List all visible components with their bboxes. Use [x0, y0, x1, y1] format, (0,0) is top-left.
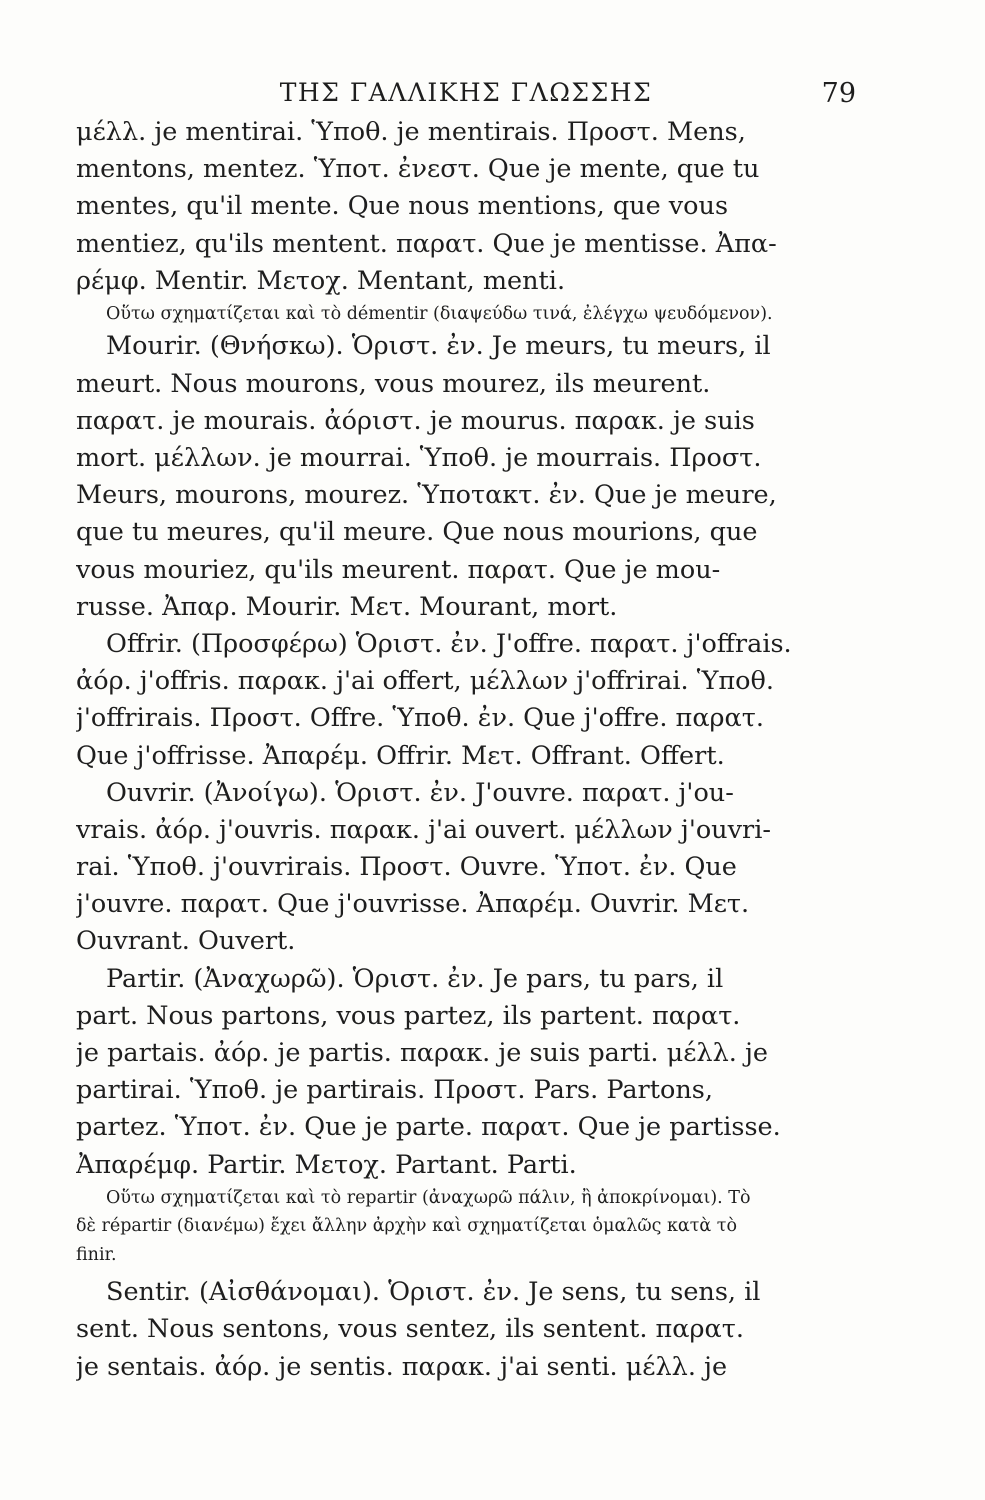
entry-partir-line: Partir. (Ἀναχωρῶ). Ὁριστ. ἐν. Je pars, tu pars, il: [106, 963, 724, 994]
text-line: meurt. Nous mourons, vous mourez, ils meurent.: [76, 368, 711, 399]
text-line: ἀόρ. j'offris. παρακ. j'ai offert, μέλλων j'offrirai. Ὑποθ.: [76, 666, 774, 697]
note-line: finir.: [76, 1244, 117, 1265]
text-line: vous mouriez, qu'ils meurent. παρατ. Que je mou-: [76, 554, 721, 585]
text-line: ρέμφ. Mentir. Μετοχ. Mentant, menti.: [76, 265, 566, 296]
entry-ouvrir-line: Ouvrir. (Ἀνοίγω). Ὁριστ. ἐν. J'ouvre. παρατ. j'ou-: [106, 777, 734, 808]
entry-sentir-line: Sentir. (Αἰσθάνομαι). Ὁριστ. ἐν. Je sens, tu sens, il: [106, 1277, 761, 1308]
text-line: russe. Ἀπαρ. Mourir. Μετ. Mourant, mort.: [76, 591, 618, 622]
text-line: μέλλ. je mentirai. Ὑποθ. je mentirais. Προστ. Mens,: [76, 117, 746, 147]
text-line: mentons, mentez. Ὑποτ. ἐνεστ. Que je mente, que tu: [76, 154, 760, 185]
text-line: Que j'offrisse. Ἀπαρέμ. Offrir. Μετ. Offrant. Offert.: [76, 740, 725, 771]
text-line: je sentais. ἀόρ. je sentis. παρακ. j'ai senti. μέλλ. je: [76, 1351, 728, 1382]
text-line: Meurs, mourons, mourez. Ὑποτακτ. ἐν. Que je meure,: [76, 480, 777, 511]
text-line: Ἀπαρέμφ. Partir. Μετοχ. Partant. Parti.: [76, 1149, 577, 1180]
text-line: παρατ. je mourais. ἀόριστ. je mourus. παρακ. je suis: [76, 405, 755, 436]
page-header: [76, 70, 856, 118]
text-line: vrais. ἀόρ. j'ouvris. παρακ. j'ai ouvert. μέλλων j'ouvri-: [76, 814, 771, 845]
page-body: [76, 114, 862, 1386]
note-line: Οὕτω σχηματίζεται καὶ τὸ repartir (ἀναχωρῶ πάλιν, ἢ ἀποκρίνομαι). Τὸ: [106, 1187, 751, 1208]
text-line: mentiez, qu'ils mentent. παρατ. Que je mentisse. Ἀπα-: [76, 228, 777, 259]
text-line: partez. Ὑποτ. ἐν. Que je parte. παρατ. Que je partisse.: [76, 1112, 781, 1143]
entry-offrir-line: Offrir. (Προσφέρω) Ὁριστ. ἐν. J'offre. παρατ. j'offrais.: [106, 628, 792, 659]
text-line: mentes, qu'il mente. Que nous mentions, que vous: [76, 191, 729, 222]
text-line: que tu meures, qu'il meure. Que nous mourions, que: [76, 517, 758, 548]
text-line: part. Nous partons, vous partez, ils partent. παρατ.: [76, 1000, 741, 1031]
note-line: Οὕτω σχηματίζεται καὶ τὸ démentir (διαψεύδω τινά, ἐλέγχω ψευδόμενον).: [106, 303, 773, 324]
text-line: j'ouvre. παρατ. Que j'ouvrisse. Ἀπαρέμ. Ouvrir. Μετ.: [76, 889, 750, 920]
text-line: partirai. Ὑποθ. je partirais. Προστ. Pars. Partons,: [76, 1075, 713, 1106]
page-number: 79: [821, 78, 856, 109]
text-line: rai. Ὑποθ. j'ouvrirais. Προστ. Ouvre. Ὑποτ. ἐν. Que: [76, 852, 737, 883]
text-line: je partais. ἀόρ. je partis. παρακ. je suis parti. μέλλ. je: [76, 1038, 768, 1068]
text-line: Ouvrant. Ouvert.: [76, 926, 296, 957]
text-line: j'offrirais. Προστ. Offre. Ὑποθ. ἐν. Que j'offre. παρατ.: [76, 703, 764, 734]
text-line: mort. μέλλων. je mourrai. Ὑποθ. je mourrais. Προστ.: [76, 443, 762, 473]
note-line: δὲ répartir (διανέμω) ἔχει ἄλλην ἀρχὴν καὶ σχηματίζεται ὁμαλῶς κατὰ τὸ: [76, 1216, 738, 1237]
entry-mourir-line: Mourir. (Θνήσκω). Ὁριστ. ἐν. Je meurs, tu meurs, il: [106, 331, 771, 362]
running-head: ΤΗΣ ΓΑΛΛΙΚΗΣ ΓΛΩΣΣΗΣ: [279, 78, 653, 107]
text-line: sent. Nous sentons, vous sentez, ils sentent. παρατ.: [76, 1314, 744, 1345]
